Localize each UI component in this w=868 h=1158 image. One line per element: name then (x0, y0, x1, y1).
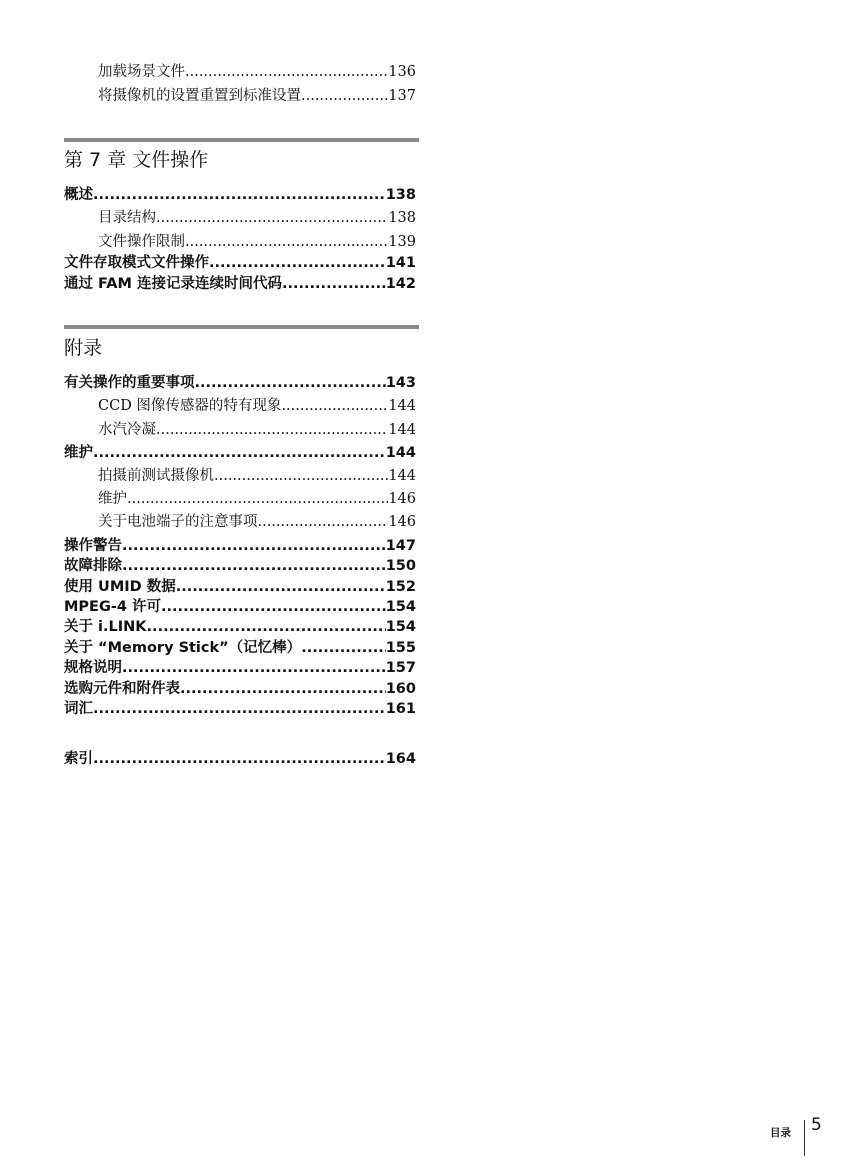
toc-entry-page: 154 (385, 599, 416, 615)
toc-entry-important-notes[interactable] (64, 371, 416, 391)
toc-entry-file-restrictions[interactable] (64, 230, 416, 250)
dot-leader (93, 187, 386, 203)
toc-entry-label: CCD 图像传感器的特有现象 (98, 398, 282, 414)
chapter-heading: 第 7 章 文件操作 (64, 149, 209, 171)
toc-entry-accessories[interactable] (64, 677, 416, 697)
dot-leader (282, 276, 386, 292)
dot-leader (185, 64, 388, 80)
appendix-divider (64, 325, 419, 329)
toc-entry-troubleshooting[interactable] (64, 554, 416, 574)
dot-leader (185, 234, 388, 250)
toc-entry-page: 139 (388, 234, 416, 250)
dot-leader (301, 88, 388, 104)
toc-entry-page: 138 (385, 187, 416, 203)
toc-entry-specifications[interactable] (64, 656, 416, 676)
toc-entry-page: 147 (385, 538, 416, 554)
footer-section-label: 目录 (770, 1127, 791, 1139)
dot-leader (161, 599, 386, 615)
toc-entry-label: 加载场景文件 (98, 64, 185, 80)
toc-entry-page: 143 (385, 375, 416, 391)
toc-entry-test-camera[interactable] (64, 464, 416, 484)
toc-entry-label: 将摄像机的设置重置到标准设置 (98, 88, 301, 104)
toc-entry-index[interactable] (64, 747, 416, 767)
toc-entry-page: 161 (385, 701, 416, 717)
dot-leader (214, 468, 388, 484)
toc-entry-page: 137 (388, 88, 416, 104)
chapter-divider (64, 138, 419, 142)
toc-entry-label: 关于 “Memory Stick”（记忆棒） (64, 640, 302, 656)
toc-entry-label: 文件存取模式文件操作 (64, 255, 209, 271)
toc-entry-label: 使用 UMID 数据 (64, 579, 176, 595)
dot-leader (180, 681, 386, 697)
toc-entry-mpeg4-license[interactable] (64, 595, 416, 615)
toc-entry-label: 故障排除 (64, 558, 122, 574)
dot-leader (258, 514, 389, 530)
dot-leader (195, 375, 386, 391)
toc-entry-label: 关于 i.LINK (64, 619, 147, 635)
toc-entry-label: 维护 (98, 491, 127, 507)
dot-leader (176, 579, 386, 595)
toc-entry-label: 规格说明 (64, 660, 122, 676)
toc-entry-page: 138 (388, 210, 416, 226)
toc-entry-label: 拍摄前测试摄像机 (98, 468, 214, 484)
toc-entry-overview[interactable] (64, 183, 416, 203)
toc-entry-page: 154 (385, 619, 416, 635)
toc-entry-page: 146 (388, 514, 416, 530)
toc-entry-page: 144 (388, 422, 416, 438)
toc-entry-page: 144 (388, 468, 416, 484)
toc-entry-label: 词汇 (64, 701, 93, 717)
toc-entry-maintenance[interactable] (64, 441, 416, 461)
dot-leader (122, 558, 386, 574)
dot-leader (301, 640, 386, 656)
toc-entry-label: 索引 (64, 751, 93, 767)
toc-entry-label: 文件操作限制 (98, 234, 185, 250)
toc-entry-label: 选购元件和附件表 (64, 681, 180, 697)
toc-entry-page: 160 (385, 681, 416, 697)
dot-leader (156, 422, 388, 438)
toc-entry-page: 164 (385, 751, 416, 767)
dot-leader (122, 660, 386, 676)
dot-leader (281, 398, 388, 414)
dot-leader (147, 619, 386, 635)
toc-entry-reset-settings[interactable] (64, 84, 416, 104)
toc-entry-page: 144 (388, 398, 416, 414)
toc-entry-battery-terminals[interactable] (64, 510, 416, 530)
toc-entry-page: 146 (388, 491, 416, 507)
toc-entry-fam-timecode[interactable] (64, 272, 416, 292)
footer-divider (804, 1120, 805, 1156)
appendix-heading: 附录 (64, 337, 103, 359)
toc-entry-page: 144 (385, 445, 416, 461)
toc-entry-file-access-mode[interactable] (64, 251, 416, 271)
dot-leader (127, 491, 388, 507)
toc-entry-label: 关于电池端子的注意事项 (98, 514, 258, 530)
dot-leader (93, 751, 386, 767)
toc-entry-page: 157 (385, 660, 416, 676)
toc-entry-condensation[interactable] (64, 418, 416, 438)
dot-leader (93, 701, 386, 717)
toc-entry-page: 155 (385, 640, 416, 656)
toc-entry-label: 维护 (64, 445, 93, 461)
toc-entry-page: 150 (385, 558, 416, 574)
toc-entry-ilink[interactable] (64, 615, 416, 635)
dot-leader (156, 210, 388, 226)
toc-entry-label: MPEG-4 许可 (64, 599, 162, 615)
toc-entry-umid[interactable] (64, 575, 416, 595)
toc-entry-page: 152 (385, 579, 416, 595)
toc-entry-label: 目录结构 (98, 210, 156, 226)
toc-entry-label: 水汽冷凝 (98, 422, 156, 438)
toc-entry-label: 通过 FAM 连接记录连续时间代码 (64, 276, 282, 292)
toc-entry-glossary[interactable] (64, 697, 416, 717)
toc-entry-label: 有关操作的重要事项 (64, 375, 195, 391)
toc-entry-directory-structure[interactable] (64, 206, 416, 226)
toc-entry-page: 141 (385, 255, 416, 271)
toc-entry-maintenance-sub[interactable] (64, 487, 416, 507)
toc-entry-page: 142 (385, 276, 416, 292)
toc-entry-page: 136 (388, 64, 416, 80)
dot-leader (209, 255, 386, 271)
toc-entry-load-scene-file[interactable] (64, 60, 416, 80)
toc-entry-memory-stick[interactable] (64, 636, 416, 656)
toc-entry-label: 概述 (64, 187, 93, 203)
dot-leader (93, 445, 386, 461)
toc-entry-label: 操作警告 (64, 538, 122, 554)
page-number: 5 (811, 1115, 822, 1135)
dot-leader (122, 538, 386, 554)
toc-entry-warnings[interactable] (64, 534, 416, 554)
toc-entry-ccd-phenomena[interactable] (64, 394, 416, 414)
